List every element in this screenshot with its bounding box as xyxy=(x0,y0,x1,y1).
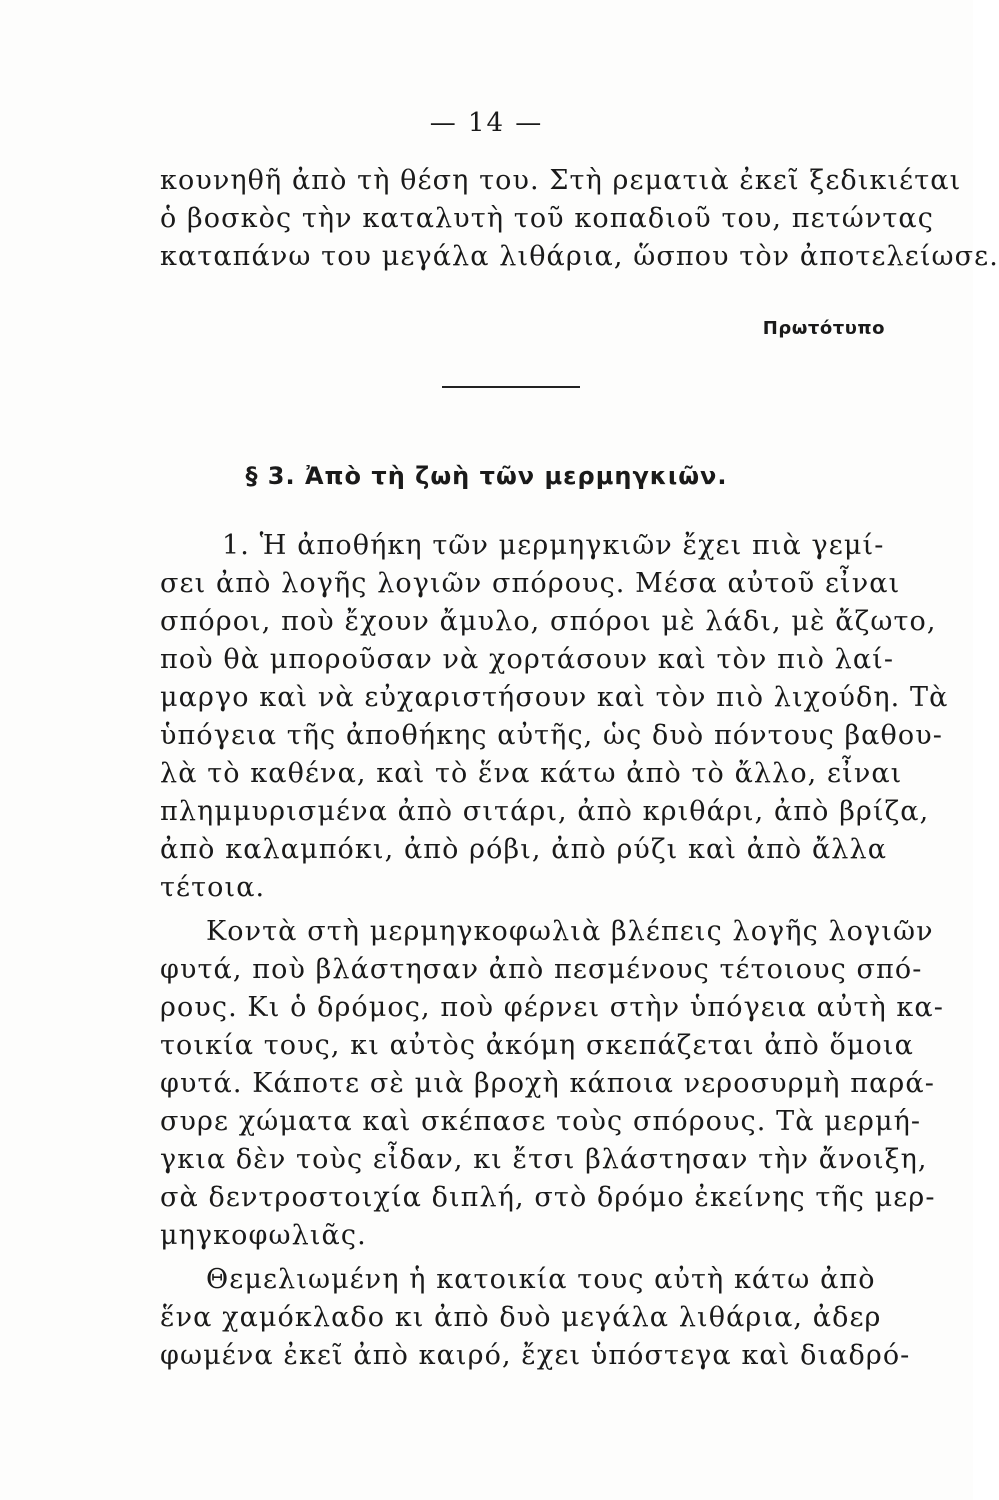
paragraph-3 xyxy=(160,1261,911,1375)
section-heading: § 3. Ἀπὸ τὴ ζωὴ τῶν μερμηγκιῶν. xyxy=(245,462,728,490)
text-line: ἀπὸ καλαμπόκι, ἀπὸ ρόβι, ἀπὸ ρύζι καὶ ἀπὸ ἄλλα xyxy=(160,834,888,865)
paragraph-2 xyxy=(160,913,944,1255)
text-line: 1. Ἡ ἀποθήκη τῶν μερμηγκιῶν ἔχει πιὰ γεμί- xyxy=(222,530,885,561)
text-line: κουνηθῆ ἀπὸ τὴ θέση του. Στὴ ρεματιὰ ἐκεῖ ξεδικιέται xyxy=(160,165,962,196)
section-divider xyxy=(442,386,580,388)
text-line: ὁ βοσκὸς τὴν καταλυτὴ τοῦ κοπαδιοῦ του, πετώντας xyxy=(160,203,934,234)
text-line: μαργο καὶ νὰ εὐχαριστήσουν καὶ τὸν πιὸ λιχούδη. Τὰ xyxy=(160,682,949,713)
text-line: Κοντὰ στὴ μερμηγκοφωλιὰ βλέπεις λογῆς λογιῶν xyxy=(206,916,934,947)
text-line: φυτά, ποὺ βλάστησαν ἀπὸ πεσμένους τέτοιους σπό- xyxy=(160,954,923,985)
text-line: τέτοια. xyxy=(160,872,266,903)
text-line: φυτά. Κάποτε σὲ μιὰ βροχὴ κάποια νεροσυρμὴ παρά- xyxy=(160,1068,935,1099)
text-line: πλημμυρισμένα ἀπὸ σιτάρι, ἀπὸ κριθάρι, ἀπὸ βρίζα, xyxy=(160,796,930,827)
page-number: — 14 — xyxy=(429,108,544,138)
intro-paragraph xyxy=(160,162,999,276)
text-line: Θεμελιωμένη ἡ κατοικία τους αὐτὴ κάτω ἀπὸ xyxy=(206,1264,876,1295)
text-line: σει ἀπὸ λογῆς λογιῶν σπόρους. Μέσα αὐτοῦ εἶναι xyxy=(160,568,901,599)
paragraph-1 xyxy=(160,527,949,907)
text-line: ποὺ θὰ μποροῦσαν νὰ χορτάσουν καὶ τὸν πιὸ λαί- xyxy=(160,644,895,675)
text-line: ὑπόγεια τῆς ἀποθήκης αὐτῆς, ὡς δυὸ πόντους βαθου- xyxy=(160,720,943,751)
text-line: ἕνα χαμόκλαδο κι ἀπὸ δυὸ μεγάλα λιθάρια, ἀδερ xyxy=(160,1302,882,1333)
text-line: φωμένα ἐκεῖ ἀπὸ καιρό, ἔχει ὑπόστεγα καὶ διαδρό- xyxy=(160,1340,911,1371)
text-line: ρους. Κι ὁ δρόμος, ποὺ φέρνει στὴν ὑπόγεια αὐτὴ κα- xyxy=(160,992,944,1023)
text-line: τοικία τους, κι αὐτὸς ἀκόμη σκεπάζεται ἀπὸ ὅμοια xyxy=(160,1030,914,1061)
text-line: καταπάνω του μεγάλα λιθάρια, ὥσπου τὸν ἀποτελείωσε. xyxy=(160,241,999,272)
text-line: σπόροι, ποὺ ἔχουν ἄμυλο, σπόροι μὲ λάδι, μὲ ἄζωτο, xyxy=(160,606,937,637)
text-line: μηγκοφωλιᾶς. xyxy=(160,1220,367,1251)
text-line: συρε χώματα καὶ σκέπασε τοὺς σπόρους. Τὰ μερμή- xyxy=(160,1106,922,1137)
text-line: σὰ δεντροστοιχία διπλή, στὸ δρόμο ἐκείνης τῆς μερ- xyxy=(160,1182,936,1213)
original-label: Πρωτότυπο xyxy=(762,318,885,339)
text-line: λὰ τὸ καθένα, καὶ τὸ ἕνα κάτω ἀπὸ τὸ ἄλλο, εἶναι xyxy=(160,758,903,789)
text-line: γκια δὲν τοὺς εἶδαν, κι ἔτσι βλάστησαν τὴν ἄνοιξη, xyxy=(160,1144,928,1175)
